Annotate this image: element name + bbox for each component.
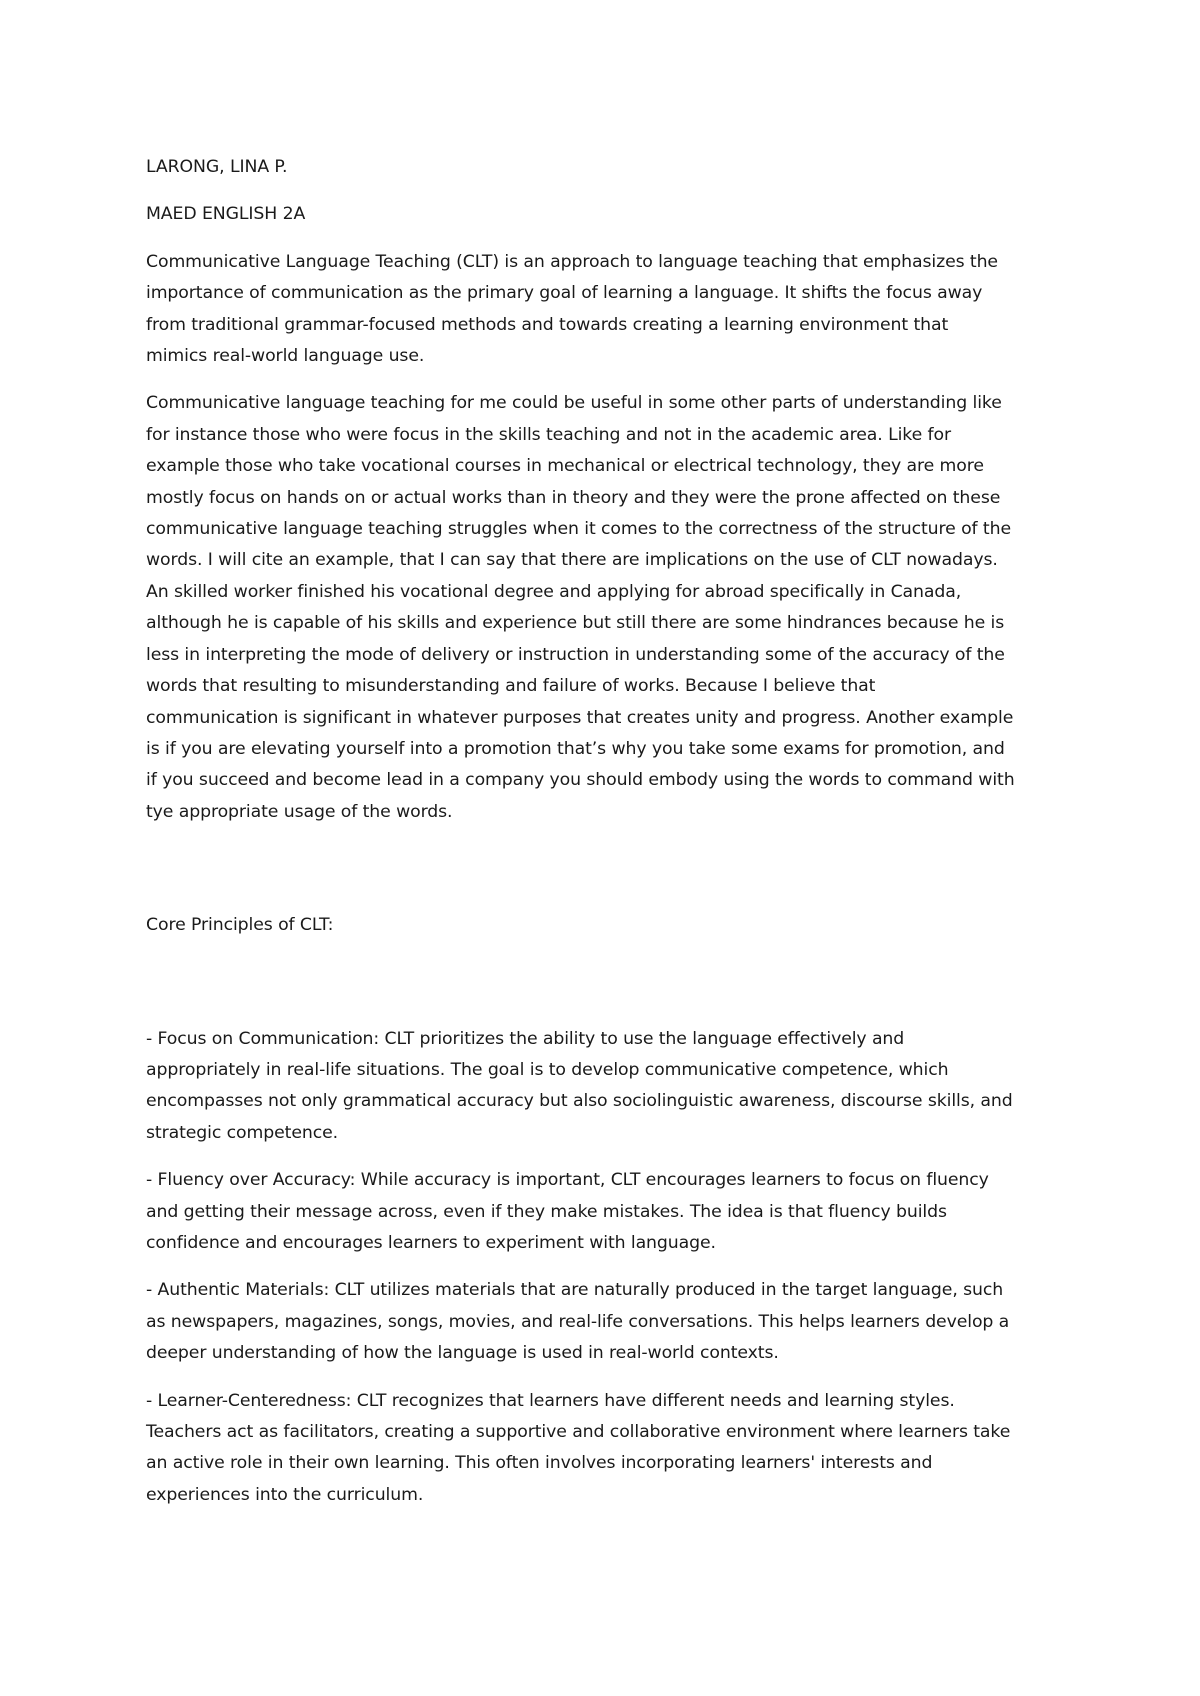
document-page bbox=[146, 152, 1066, 1527]
principle-focus-on-communication: - Focus on Communication: CLT prioritizes the ability to use the language effectively and appropriately in real-life situations. The goal is to develop communicative competence, which encompasses not only grammatical accuracy but also sociolinguistic awareness, discourse skills, and strategic competence. bbox=[146, 1028, 1013, 1143]
course-label: MAED ENGLISH 2A bbox=[146, 204, 306, 225]
intro-paragraph: Communicative Language Teaching (CLT) is an approach to language teaching that emphasizes the importance of communication as the primary goal of learning a language. It shifts the focus away from traditional grammar-focused methods and towards creating a learning environment that mimics real-world language use. bbox=[146, 251, 998, 367]
principle-fluency-over-accuracy: - Fluency over Accuracy: While accuracy is important, CLT encourages learners to focus on fluency and getting their message across, even if they make mistakes. The idea is that fluency builds confidence and encourages learners to experiment with language. bbox=[146, 1170, 989, 1253]
principles-heading: Core Principles of CLT: bbox=[146, 915, 334, 936]
reflection-paragraph: Communicative language teaching for me could be useful in some other parts of understanding like for instance those who were focus in the skills teaching and not in the academic area. Like for example those who take vocational courses in mechanical or electrical technology, they are more mostly focus on hands on or actual works than in theory and they were the prone affected on these communicative language teaching struggles when it comes to the correctness of the structure of the words. I will cite an example, that I can say that there are implications on the use of CLT nowadays. An skilled worker finished his vocational degree and applying for abroad specifically in Canada, although he is capable of his skills and experience but still there are some hindrances because he is less in interpreting the mode of delivery or instruction in understanding some of the accuracy of the words that resulting to misunderstanding and failure of works. Because I believe that communication is significant in whatever purposes that creates unity and progress. Another example is if you are elevating yourself into a promotion that’s why you take some exams for promotion, and if you succeed and become lead in a company you should embody using the words to command with tye appropriate usage of the words. bbox=[146, 393, 1015, 822]
author-name: LARONG, LINA P. bbox=[146, 157, 288, 177]
principle-authentic-materials: - Authentic Materials: CLT utilizes materials that are naturally produced in the target language, such as newspapers, magazines, songs, movies, and real-life conversations. This helps learners develop a deeper understanding of how the language is used in real-world contexts. bbox=[146, 1280, 1010, 1364]
principle-learner-centeredness: - Learner-Centeredness: CLT recognizes that learners have different needs and learning styles. Teachers act as facilitators, creating a supportive and collaborative environment where learners take an active role in their own learning. This often involves incorporating learners' interests and experiences into the curriculum. bbox=[146, 1390, 1011, 1505]
